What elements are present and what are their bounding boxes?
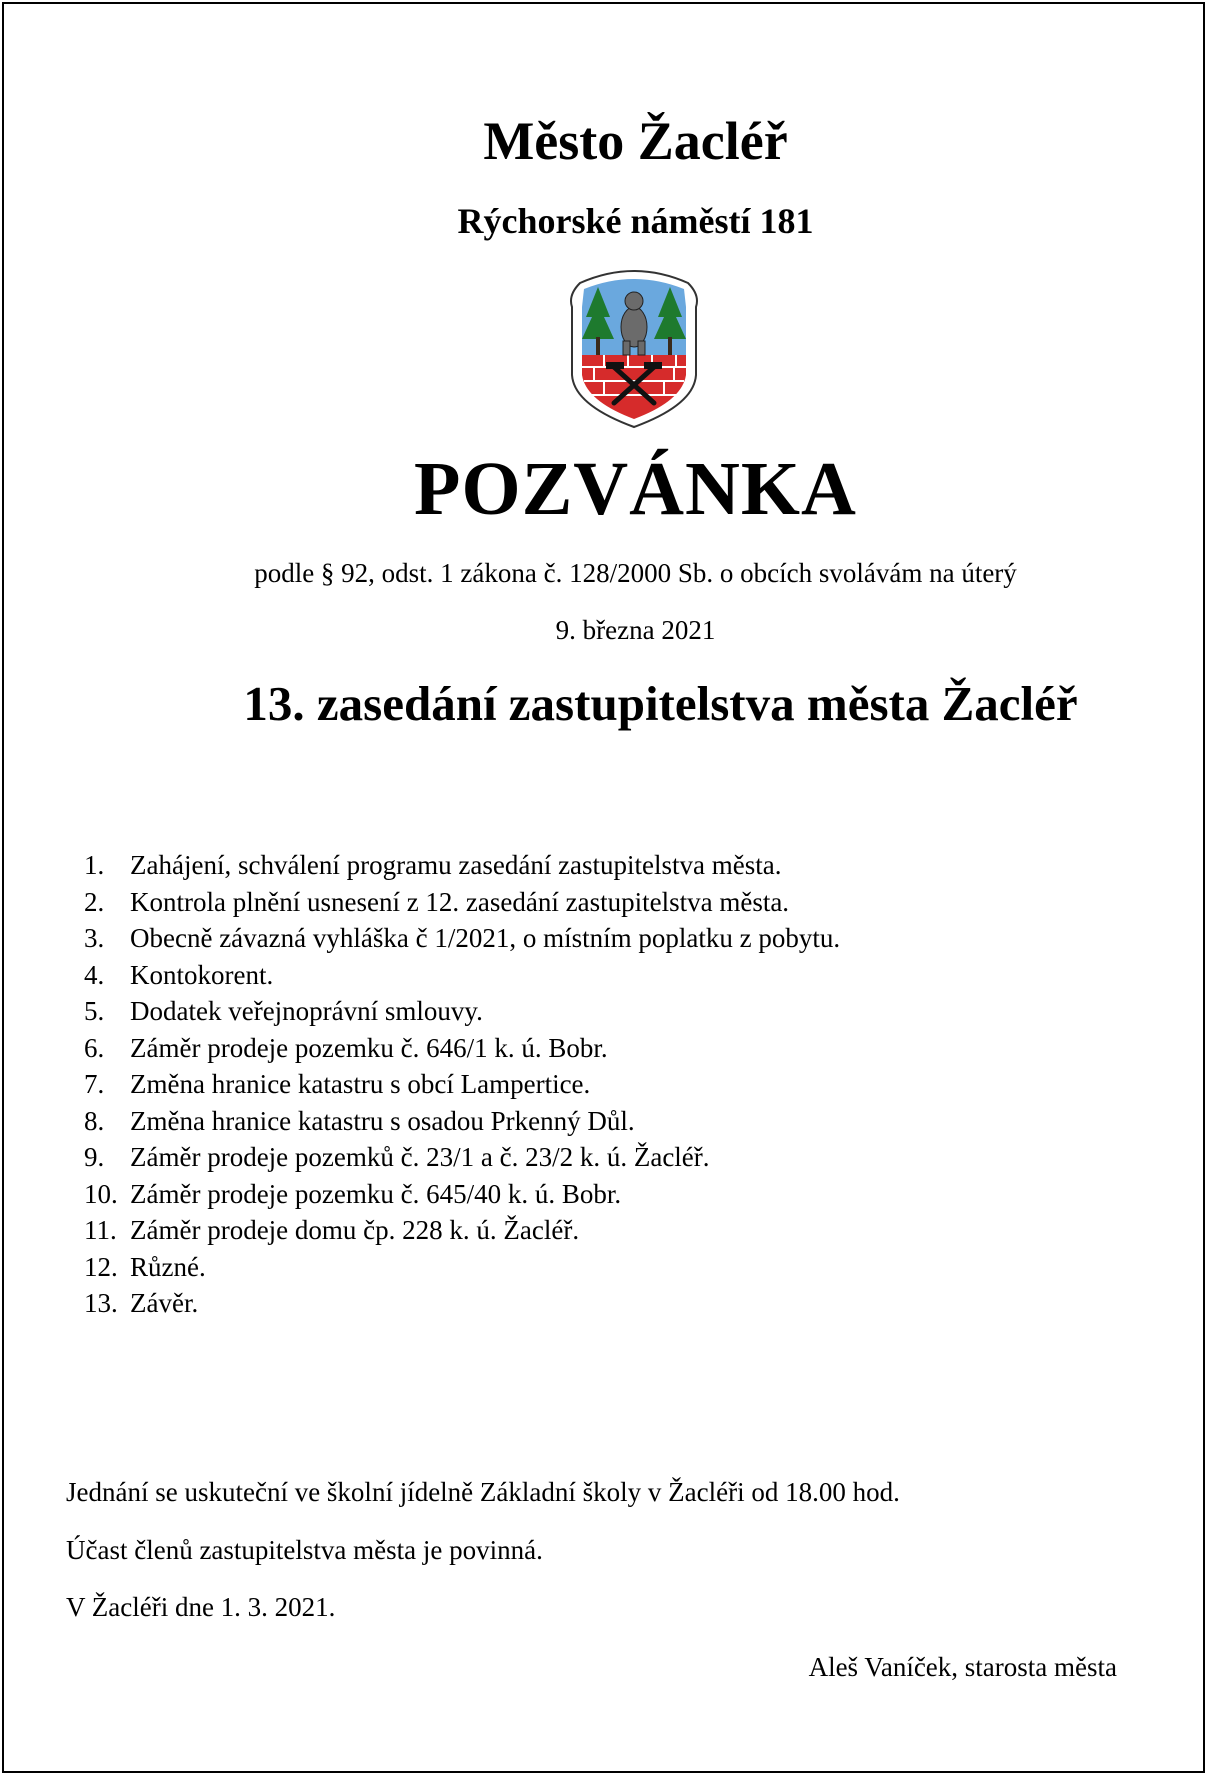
agenda-item-text: Kontrola plnění usnesení z 12. zasedání zastupitelstva města. [130, 886, 790, 917]
agenda-item-text: Záměr prodeje domu čp. 228 k. ú. Žacléř. [130, 1215, 580, 1245]
invitation-title: POZVÁNKA [414, 447, 857, 531]
agenda-item-number: 11. [84, 1215, 117, 1245]
agenda-item-number: 1. [84, 850, 105, 880]
venue-text: Jednání se uskuteční ve školní jídelně Základní školy v Žacléři od 18.00 hod. [66, 1477, 900, 1507]
meeting-date: 9. března 2021 [555, 615, 716, 645]
agenda-item-text: Závěr. [130, 1288, 199, 1318]
agenda-item-number: 7. [84, 1069, 105, 1099]
place-date-text: V Žacléři dne 1. 3. 2021. [66, 1592, 336, 1622]
agenda-item-text: Různé. [130, 1251, 206, 1282]
agenda-item [0, 1030, 840, 1067]
agenda-item-number: 3. [84, 923, 105, 953]
agenda-item-text: Změna hranice katastru s osadou Prkenný Důl. [130, 1105, 635, 1136]
agenda-item [0, 1066, 840, 1103]
agenda-item-text: Dodatek veřejnoprávní smlouvy. [130, 996, 483, 1026]
signature: Aleš Vaníček, starosta města [808, 1652, 1117, 1682]
agenda-list [0, 847, 840, 1322]
agenda-item [0, 920, 840, 957]
agenda-item-text: Záměr prodeje pozemku č. 646/1 k. ú. Bobr. [130, 1032, 608, 1063]
agenda-item [0, 1103, 840, 1140]
agenda-item-text: Záměr prodeje pozemku č. 645/40 k. ú. Bobr. [130, 1178, 622, 1209]
agenda-item-number: 12. [84, 1251, 118, 1282]
agenda-item [0, 884, 840, 921]
agenda-item [0, 1212, 840, 1249]
city-address: Rýchorské náměstí 181 [457, 201, 814, 241]
agenda-item-number: 4. [84, 959, 105, 990]
agenda-item-number: 6. [84, 1032, 105, 1063]
town-coat-of-arms-icon [568, 265, 700, 430]
agenda-item [0, 957, 840, 994]
attendance-text: Účast členů zastupitelstva města je povinná. [66, 1535, 543, 1565]
agenda-item [0, 993, 840, 1030]
agenda-item [0, 1249, 840, 1286]
agenda-item-text: Záměr prodeje pozemků č. 23/1 a č. 23/2 k. ú. Žacléř. [130, 1142, 710, 1172]
agenda-item-text: Obecně závazná vyhláška č 1/2021, o místním poplatku z pobytu. [130, 923, 841, 953]
agenda-item-text: Zahájení, schválení programu zasedání zastupitelstva města. [130, 850, 782, 880]
agenda-item-number: 10. [84, 1178, 118, 1209]
agenda-item-number: 13. [84, 1288, 118, 1318]
session-title: 13. zasedání zastupitelstva města Žacléř [243, 676, 1078, 731]
city-name: Město Žacléř [483, 111, 788, 171]
legal-basis-text: podle § 92, odst. 1 zákona č. 128/2000 Sb. o obcích svolávám na úterý [254, 558, 1017, 588]
agenda-item [0, 1285, 840, 1322]
agenda-item-number: 5. [84, 996, 105, 1026]
agenda-item [0, 1139, 840, 1176]
agenda-item [0, 847, 840, 884]
agenda-item-number: 9. [84, 1142, 105, 1172]
agenda-item-number: 2. [84, 886, 105, 917]
agenda-item-number: 8. [84, 1105, 105, 1136]
agenda-item-text: Změna hranice katastru s obcí Lampertice. [130, 1069, 591, 1099]
agenda-item [0, 1176, 840, 1213]
agenda-item-text: Kontokorent. [130, 959, 274, 990]
